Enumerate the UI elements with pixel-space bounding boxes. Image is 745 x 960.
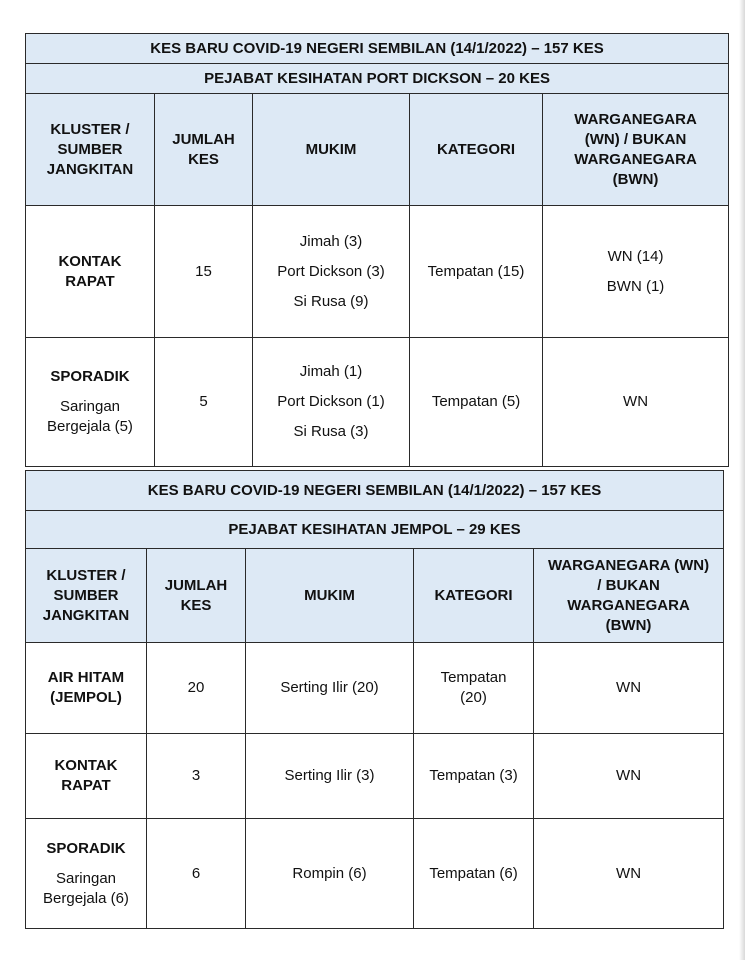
jumlah-cell: 6	[147, 819, 246, 929]
header-jumlah: JUMLAH KES	[155, 94, 253, 206]
kluster-cell: SPORADIK Saringan Bergejala (6)	[26, 819, 147, 929]
office-title: PEJABAT KESIHATAN JEMPOL – 29 KES	[26, 511, 724, 549]
warganegara-cell: WN	[534, 643, 724, 734]
header-warganegara: WARGANEGARA (WN) / BUKAN WARGANEGARA (BWN)	[534, 549, 724, 643]
jempol-case-table	[25, 470, 724, 929]
mukim-cell: Rompin (6)	[246, 819, 414, 929]
header-row	[26, 549, 724, 643]
jumlah-cell: 20	[147, 643, 246, 734]
warganegara-cell: WN (14) BWN (1)	[543, 206, 729, 338]
office-title: PEJABAT KESIHATAN PORT DICKSON – 20 KES	[26, 64, 729, 94]
warganegara-cell: WN	[534, 819, 724, 929]
table-title: KES BARU COVID-19 NEGERI SEMBILAN (14/1/2022) – 157 KES	[26, 34, 729, 64]
mukim-cell: Jimah (3) Port Dickson (3) Si Rusa (9)	[253, 206, 410, 338]
header-jumlah: JUMLAH KES	[147, 549, 246, 643]
kategori-cell: Tempatan (20)	[414, 643, 534, 734]
header-kluster: KLUSTER / SUMBER JANGKITAN	[26, 549, 147, 643]
mukim-cell: Serting Ilir (3)	[246, 734, 414, 819]
kluster-cell: SPORADIK Saringan Bergejala (5)	[26, 338, 155, 467]
mukim-cell: Serting Ilir (20)	[246, 643, 414, 734]
page-edge-shadow	[739, 0, 745, 960]
table-row	[26, 819, 724, 929]
header-kategori: KATEGORI	[410, 94, 543, 206]
header-kategori: KATEGORI	[414, 549, 534, 643]
kluster-cell: AIR HITAM (JEMPOL)	[26, 643, 147, 734]
jumlah-cell: 15	[155, 206, 253, 338]
header-kluster: KLUSTER / SUMBER JANGKITAN	[26, 94, 155, 206]
mukim-cell: Jimah (1) Port Dickson (1) Si Rusa (3)	[253, 338, 410, 467]
warganegara-cell: WN	[534, 734, 724, 819]
jumlah-cell: 3	[147, 734, 246, 819]
jumlah-cell: 5	[155, 338, 253, 467]
port-dickson-case-table	[25, 33, 729, 467]
warganegara-cell: WN	[543, 338, 729, 467]
kategori-cell: Tempatan (15)	[410, 206, 543, 338]
table-row	[26, 734, 724, 819]
header-warganegara: WARGANEGARA (WN) / BUKAN WARGANEGARA (BWN)	[543, 94, 729, 206]
kategori-cell: Tempatan (6)	[414, 819, 534, 929]
kluster-cell: KONTAK RAPAT	[26, 206, 155, 338]
table-row	[26, 206, 729, 338]
kategori-cell: Tempatan (5)	[410, 338, 543, 467]
header-mukim: MUKIM	[246, 549, 414, 643]
table-row	[26, 643, 724, 734]
table-row	[26, 338, 729, 467]
kluster-cell: KONTAK RAPAT	[26, 734, 147, 819]
header-row	[26, 94, 729, 206]
kategori-cell: Tempatan (3)	[414, 734, 534, 819]
header-mukim: MUKIM	[253, 94, 410, 206]
table-title: KES BARU COVID-19 NEGERI SEMBILAN (14/1/2022) – 157 KES	[26, 471, 724, 511]
